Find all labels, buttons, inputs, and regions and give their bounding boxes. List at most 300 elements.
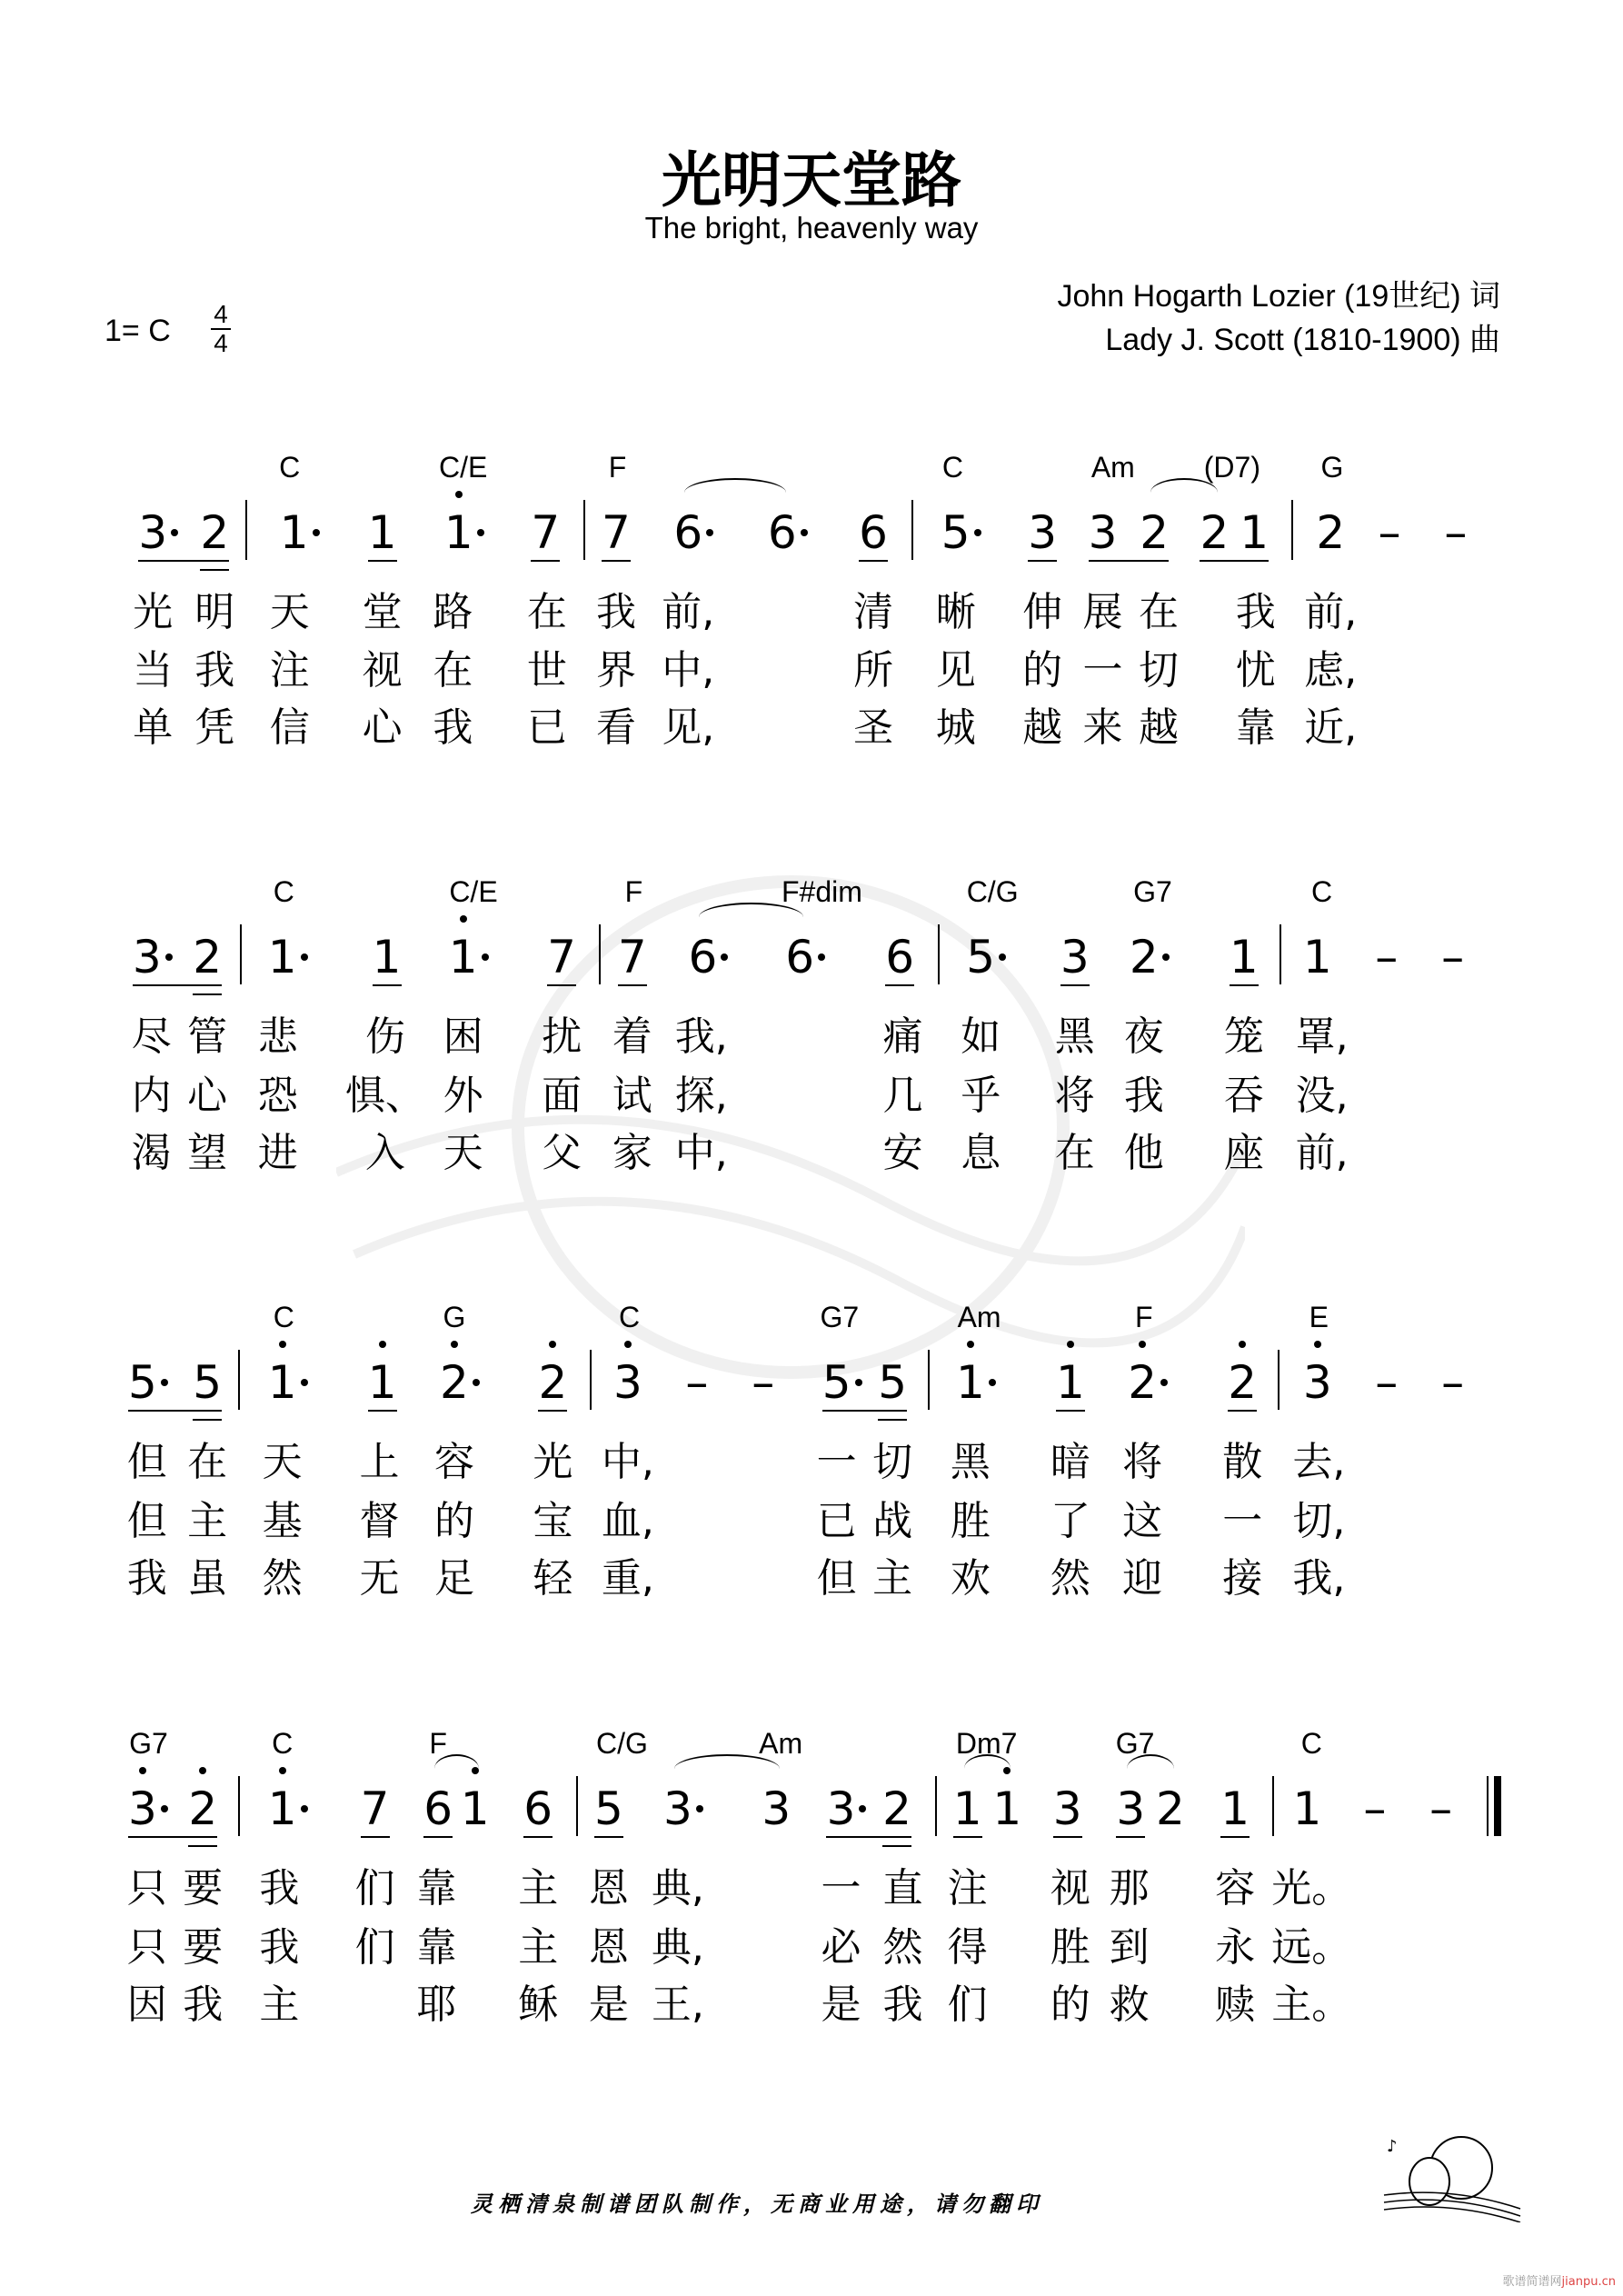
lyric-char: 无 <box>359 1554 400 1602</box>
lyric-char: 虑, <box>1304 647 1358 694</box>
lyric-char: 宝 <box>533 1497 573 1544</box>
augmentation-dot <box>989 1379 996 1386</box>
underline <box>826 1836 911 1838</box>
underline <box>1228 1410 1257 1412</box>
lyric-char: 越 <box>1138 704 1179 752</box>
lyric-char: 直 <box>882 1865 923 1912</box>
underline <box>1116 1836 1145 1838</box>
augmentation-dot <box>161 1379 168 1386</box>
note: 2 <box>440 1355 469 1409</box>
note: – <box>685 1355 709 1409</box>
lyric-char: 黑 <box>1054 1013 1095 1061</box>
lyric-char: 我 <box>433 704 473 752</box>
note: 3 <box>612 1355 642 1409</box>
lyric-char: 主 <box>518 1865 559 1912</box>
lyric-char: 夜 <box>1123 1013 1164 1061</box>
lyric-char: 我 <box>882 1981 923 2028</box>
note: 2 <box>1128 1355 1158 1409</box>
lyric-char: 当 <box>133 647 174 694</box>
time-top: 4 <box>214 300 228 328</box>
augmentation-dot <box>313 529 320 536</box>
lyric-char: 胜 <box>950 1497 991 1544</box>
note: 3 <box>1116 1782 1146 1836</box>
underline <box>885 984 914 986</box>
lyric-char: 我, <box>674 1013 728 1061</box>
note: – <box>1444 505 1468 559</box>
lyric-char: 越 <box>1022 704 1063 752</box>
lyric-char: 足 <box>433 1554 474 1602</box>
lyric-char: 靠 <box>416 1865 457 1912</box>
lyric-char: 我 <box>259 1923 300 1971</box>
lyric-char: 探, <box>674 1072 728 1119</box>
underline <box>368 1410 397 1412</box>
lyric-char: 已 <box>526 704 567 752</box>
lyric-char: 忧 <box>1235 647 1276 694</box>
note: 2 <box>1228 1355 1258 1409</box>
lyricist-credit: John Hogarth Lozier (19世纪) 词 <box>1057 279 1500 314</box>
lyric-char: 来 <box>1082 704 1123 752</box>
lyric-char: 路 <box>433 588 473 635</box>
logo <box>1379 2131 1525 2226</box>
lyric-char: 渴 <box>131 1130 172 1177</box>
lyric-char: 我 <box>183 1981 224 2028</box>
bar-line <box>590 1350 592 1410</box>
lyric-char: 乎 <box>961 1072 1001 1119</box>
note: 1 <box>443 505 473 559</box>
note: 2 <box>1316 505 1346 559</box>
lyric-char: 进 <box>257 1130 298 1177</box>
lyric-char: 这 <box>1122 1497 1163 1544</box>
octave-dot <box>139 1767 146 1774</box>
note: – <box>1441 1355 1465 1409</box>
chord-symbol: G <box>1320 450 1344 484</box>
lyric-char: 悲 <box>257 1013 298 1061</box>
chord-symbol: C <box>273 1300 294 1333</box>
lyric-char: 界 <box>595 647 636 694</box>
lyric-char: 远。 <box>1271 1923 1352 1971</box>
lyric-char: 迎 <box>1122 1554 1163 1602</box>
chord-symbol: G7 <box>129 1727 168 1761</box>
lyric-char: 如 <box>961 1013 1001 1061</box>
lyric-char: 我, <box>1292 1554 1346 1602</box>
note: 1 <box>460 1782 490 1836</box>
augmentation-dot <box>801 529 808 536</box>
lyric-char: 明 <box>194 588 235 635</box>
lyric-char: 天 <box>262 1438 303 1485</box>
svg-text:♪: ♪ <box>1387 2137 1398 2156</box>
lyric-char: 他 <box>1123 1130 1164 1177</box>
note: 2 <box>538 1355 568 1409</box>
lyric-char: 扰 <box>542 1013 582 1061</box>
underline <box>1230 984 1259 986</box>
sheep-logo-icon <box>1379 2131 1525 2222</box>
time-bottom: 4 <box>214 329 228 357</box>
lyric-char: 心 <box>187 1072 228 1119</box>
note: 5 <box>941 505 971 559</box>
note: 3 <box>1088 505 1118 559</box>
lyric-char: 试 <box>612 1072 652 1119</box>
note: 2 <box>188 1782 218 1836</box>
note: 6 <box>423 1782 453 1836</box>
note: – <box>752 1355 775 1409</box>
underline <box>128 1836 217 1838</box>
note: 2 <box>1200 505 1230 559</box>
bar-line <box>599 924 601 984</box>
underline <box>1056 1410 1085 1412</box>
octave-dot <box>1314 1341 1321 1348</box>
bar-line <box>935 1776 937 1836</box>
note: 2 <box>193 931 223 984</box>
chord-symbol: (D7) <box>1203 450 1260 484</box>
lyric-char: 黑 <box>950 1438 991 1485</box>
note: – <box>1378 505 1401 559</box>
chord-symbol: E <box>1309 1300 1329 1333</box>
underline <box>1089 560 1170 562</box>
note: 7 <box>617 931 647 984</box>
bar-line <box>240 924 242 984</box>
note: 2 <box>882 1782 911 1836</box>
lyric-char: 王, <box>651 1981 704 2028</box>
lyric-char: 一 <box>816 1438 857 1485</box>
lyric-char: 胜 <box>1050 1923 1090 1971</box>
lyric-char: 天 <box>269 588 310 635</box>
note: 6 <box>785 931 815 984</box>
note: 7 <box>602 505 631 559</box>
octave-dot <box>1239 1341 1246 1348</box>
lyric-char: 然 <box>262 1554 303 1602</box>
lyric-char: 中, <box>662 647 715 694</box>
augmentation-dot <box>974 529 981 536</box>
bar-line <box>928 1350 930 1410</box>
underline <box>547 984 576 986</box>
chord-symbol: C <box>1311 875 1333 909</box>
underline-2 <box>193 1419 222 1421</box>
note: 2 <box>1156 1782 1185 1836</box>
note: – <box>1375 931 1399 984</box>
site-watermark <box>1503 2271 1616 2289</box>
bar-line <box>576 1776 578 1836</box>
lyric-char: 在 <box>187 1438 228 1485</box>
lyric-char: 我 <box>259 1865 300 1912</box>
chord-symbol: C <box>941 450 964 484</box>
lyric-char: 天 <box>443 1130 483 1177</box>
chord-symbol: C/E <box>438 450 488 484</box>
lyric-char: 主 <box>518 1923 559 1971</box>
lyric-char: 吞 <box>1223 1072 1264 1119</box>
augmentation-dot <box>696 1805 703 1812</box>
time-signature <box>211 302 231 356</box>
octave-dot <box>279 1767 286 1774</box>
lyric-char: 伸 <box>1022 588 1063 635</box>
lyric-char: 伤 <box>364 1013 405 1061</box>
underline <box>602 560 631 562</box>
lyric-char: 面 <box>542 1072 582 1119</box>
lyric-char: 光 <box>133 588 174 635</box>
chord-symbol: F <box>429 1727 447 1761</box>
lyric-char: 赎 <box>1215 1981 1256 2028</box>
lyric-char: 信 <box>269 704 310 752</box>
lyric-char: 们 <box>354 1865 395 1912</box>
lyric-char: 只 <box>126 1923 167 1971</box>
octave-dot <box>460 915 467 923</box>
lyric-char: 息 <box>961 1130 1001 1177</box>
lyric-char: 在 <box>526 588 567 635</box>
underline <box>538 1410 567 1412</box>
augmentation-dot <box>1160 1379 1168 1386</box>
chord-symbol: Am <box>759 1727 803 1761</box>
chord-symbol: G7 <box>820 1300 860 1333</box>
note: 1 <box>1229 931 1259 984</box>
note: 6 <box>885 931 915 984</box>
note: 6 <box>673 505 703 559</box>
lyric-char: 看 <box>595 704 636 752</box>
lyric-char: 必 <box>821 1923 861 1971</box>
note: 1 <box>267 1355 297 1409</box>
note: 6 <box>688 931 718 984</box>
chord-symbol: F <box>624 875 643 909</box>
lyric-char: 我 <box>1235 588 1276 635</box>
bar-line <box>1278 1350 1279 1410</box>
chord-symbol: C <box>273 875 294 909</box>
note: 1 <box>267 1782 297 1836</box>
chord-symbol: Am <box>957 1300 1001 1333</box>
underline <box>531 560 560 562</box>
lyric-char: 典, <box>651 1923 704 1971</box>
lyric-char: 主。 <box>1271 1981 1352 2028</box>
lyric-char: 们 <box>354 1923 395 1971</box>
bar-line <box>938 924 940 984</box>
lyric-char: 已 <box>816 1497 857 1544</box>
note: 5 <box>593 1782 623 1836</box>
underline <box>128 1410 222 1412</box>
augmentation-dot <box>706 529 713 536</box>
lyric-char: 切 <box>872 1438 913 1485</box>
octave-dot <box>624 1341 632 1348</box>
lyric-char: 展 <box>1082 588 1123 635</box>
augmentation-dot <box>473 1379 480 1386</box>
lyric-char: 主 <box>187 1497 228 1544</box>
underline <box>523 1836 553 1838</box>
octave-dot <box>379 1341 386 1348</box>
note: 6 <box>859 505 888 559</box>
bar-line <box>238 1350 240 1410</box>
note: 1 <box>1240 505 1270 559</box>
bar-line <box>911 500 913 560</box>
lyric-char: 近, <box>1304 704 1358 752</box>
chord-symbol: C <box>1300 1727 1322 1761</box>
chord-symbol: F <box>1135 1300 1153 1333</box>
note: 1 <box>1220 1782 1250 1836</box>
lyric-char: 城 <box>935 704 976 752</box>
lyric-char: 上 <box>359 1438 400 1485</box>
note: 2 <box>1129 931 1159 984</box>
underline-2 <box>200 569 229 571</box>
lyric-char: 我 <box>126 1554 167 1602</box>
lyric-char: 欢 <box>950 1554 991 1602</box>
lyric-char: 得 <box>947 1923 988 1971</box>
chord-symbol: F#dim <box>782 875 862 909</box>
augmentation-dot <box>477 529 484 536</box>
note: 1 <box>448 931 478 984</box>
augmentation-dot <box>482 953 489 961</box>
note: 6 <box>767 505 797 559</box>
lyric-char: 但 <box>126 1497 167 1544</box>
lyric-char: 因 <box>126 1981 167 2028</box>
lyric-char: 世 <box>526 647 567 694</box>
song-subtitle: The bright, heavenly way <box>644 211 979 245</box>
lyric-char: 安 <box>882 1130 923 1177</box>
lyric-char: 前, <box>1295 1130 1349 1177</box>
lyric-char: 视 <box>1050 1865 1090 1912</box>
note: 3 <box>662 1782 692 1836</box>
bar-line <box>1279 924 1281 984</box>
lyric-char: 晰 <box>935 588 976 635</box>
lyric-char: 永 <box>1215 1923 1256 1971</box>
note: 2 <box>1140 505 1170 559</box>
lyric-char: 暗 <box>1050 1438 1090 1485</box>
lyric-char: 恐 <box>257 1072 298 1119</box>
lyric-char: 典, <box>651 1865 704 1912</box>
augmentation-dot <box>301 953 308 961</box>
note: 1 <box>992 1782 1022 1836</box>
lyric-char: 管 <box>187 1013 228 1061</box>
lyric-char: 要 <box>183 1923 224 1971</box>
lyric-char: 基 <box>262 1497 303 1544</box>
augmentation-dot <box>301 1805 308 1812</box>
lyric-char: 在 <box>433 647 473 694</box>
chord-symbol: Dm7 <box>955 1727 1018 1761</box>
augmentation-dot <box>165 953 173 961</box>
note: – <box>1441 931 1465 984</box>
lyric-char: 切 <box>1138 647 1179 694</box>
underline <box>133 984 222 986</box>
lyric-char: 罩, <box>1295 1013 1349 1061</box>
augmentation-dot <box>855 1379 862 1386</box>
lyric-char: 虽 <box>187 1554 228 1602</box>
bar-line <box>1291 500 1293 560</box>
lyric-char: 中, <box>674 1130 728 1177</box>
lyric-char: 在 <box>1138 588 1179 635</box>
octave-dot <box>199 1767 206 1774</box>
note: 1 <box>952 1782 982 1836</box>
lyric-char: 尽 <box>131 1013 172 1061</box>
lyric-char: 座 <box>1223 1130 1264 1177</box>
lyric-char: 散 <box>1222 1438 1263 1485</box>
underline <box>368 560 397 562</box>
note: 6 <box>523 1782 553 1836</box>
underline <box>859 560 888 562</box>
lyric-char: 入 <box>364 1130 405 1177</box>
lyric-char: 堂 <box>362 588 403 635</box>
site-name: 歌谱简谱网 <box>1502 2275 1562 2289</box>
lyric-char: 圣 <box>853 704 894 752</box>
augmentation-dot <box>301 1379 308 1386</box>
lyric-char: 惧、 <box>344 1072 425 1119</box>
lyric-char: 主 <box>872 1554 913 1602</box>
slur <box>684 478 786 493</box>
lyric-char: 父 <box>542 1130 582 1177</box>
bar-line <box>1272 1776 1274 1836</box>
underline <box>423 1836 453 1838</box>
note: – <box>1429 1782 1453 1836</box>
lyric-char: 着 <box>612 1013 652 1061</box>
chord-symbol: G <box>443 1300 466 1333</box>
octave-dot <box>455 491 463 498</box>
lyric-char: 督 <box>359 1497 400 1544</box>
lyric-char: 的 <box>1050 1981 1090 2028</box>
lyric-char: 了 <box>1050 1497 1090 1544</box>
underline-2 <box>882 1845 911 1847</box>
lyric-char: 但 <box>816 1554 857 1602</box>
lyric-char: 容 <box>433 1438 474 1485</box>
song-title: 光明天堂路 <box>662 145 961 215</box>
lyric-char: 我 <box>194 647 235 694</box>
lyric-char: 见 <box>935 647 976 694</box>
lyric-char: 稣 <box>518 1981 559 2028</box>
note: 5 <box>193 1355 223 1409</box>
final-bar-thick <box>1494 1776 1501 1836</box>
lyric-char: 靠 <box>416 1923 457 1971</box>
octave-dot <box>279 1341 286 1348</box>
lyric-char: 是 <box>588 1981 629 2028</box>
lyric-char: 恩 <box>588 1865 629 1912</box>
lyric-char: 切, <box>1292 1497 1346 1544</box>
lyric-char: 注 <box>947 1865 988 1912</box>
lyric-char: 要 <box>183 1865 224 1912</box>
lyric-char: 重, <box>601 1554 654 1602</box>
underline <box>361 1836 390 1838</box>
note: 7 <box>360 1782 390 1836</box>
note: – <box>1363 1782 1387 1836</box>
underline-2 <box>878 1419 907 1421</box>
note: 7 <box>531 505 561 559</box>
lyric-char: 只 <box>126 1865 167 1912</box>
lyric-char: 家 <box>612 1130 652 1177</box>
note: 3 <box>1060 931 1090 984</box>
note: 3 <box>128 1782 157 1836</box>
chord-symbol: F <box>608 450 627 484</box>
note: 1 <box>372 931 402 984</box>
octave-dot <box>1067 1341 1074 1348</box>
lyric-char: 靠 <box>1235 704 1276 752</box>
site-url: jianpu.cn <box>1561 2275 1616 2289</box>
chord-symbol: G7 <box>1133 875 1172 909</box>
underline <box>138 560 229 562</box>
chord-symbol: C/E <box>449 875 498 909</box>
lyric-char: 见, <box>662 704 715 752</box>
note: 7 <box>547 931 576 984</box>
lyric-char: 痛 <box>882 1013 923 1061</box>
lyric-char: 的 <box>433 1497 474 1544</box>
lyric-char: 一 <box>1082 647 1123 694</box>
final-bar-thin <box>1487 1776 1489 1836</box>
note: 1 <box>267 931 297 984</box>
key-signature: 1= C <box>105 314 171 348</box>
lyric-char: 血, <box>601 1497 654 1544</box>
note: 5 <box>878 1355 908 1409</box>
lyric-char: 然 <box>1050 1554 1090 1602</box>
note: 5 <box>966 931 996 984</box>
lyric-char: 到 <box>1109 1923 1150 1971</box>
lyric-char: 容 <box>1215 1865 1256 1912</box>
note: 1 <box>1055 1355 1085 1409</box>
note: 5 <box>821 1355 851 1409</box>
lyric-char: 将 <box>1054 1072 1095 1119</box>
note: 1 <box>279 505 309 559</box>
octave-dot <box>967 1341 974 1348</box>
lyric-char: 前, <box>1304 588 1358 635</box>
lyric-char: 但 <box>126 1438 167 1485</box>
